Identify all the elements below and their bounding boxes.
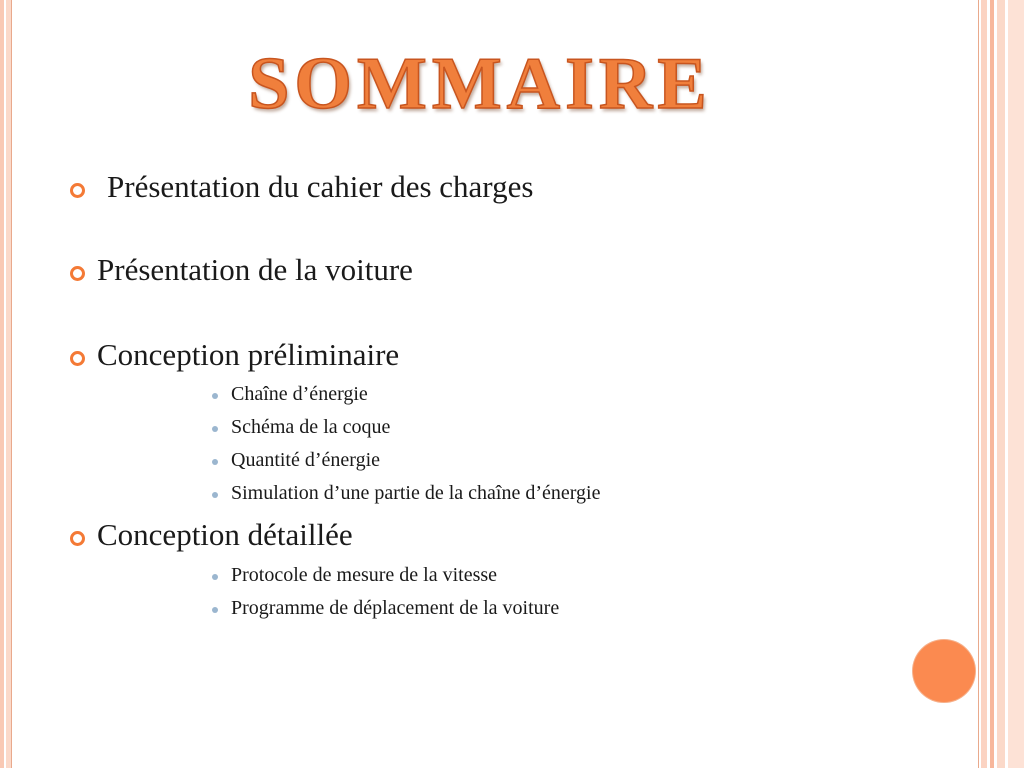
sub-item: Programme de déplacement de la voiture <box>231 597 560 619</box>
sub-item: Simulation d’une partie de la chaîne d’énergie <box>231 482 601 504</box>
sub-bullet-icon <box>212 607 218 613</box>
circle-bullet-icon <box>70 266 85 281</box>
section-item: Conception détaillée <box>97 517 353 552</box>
sub-bullet-icon <box>212 574 218 580</box>
section-item: Présentation du cahier des charges <box>107 169 534 204</box>
section-item: Conception préliminaire <box>97 337 400 372</box>
circle-bullet-icon <box>70 351 85 366</box>
sub-bullet-icon <box>212 492 218 498</box>
right-stripe-decoration <box>990 0 994 768</box>
circle-bullet-icon <box>70 183 85 198</box>
sub-item: Quantité d’énergie <box>231 449 381 471</box>
sub-bullet-icon <box>212 393 218 399</box>
sub-item: Protocole de mesure de la vitesse <box>231 564 498 586</box>
right-stripe-decoration <box>981 0 987 768</box>
right-stripe-decoration <box>997 0 1005 768</box>
sub-item: Schéma de la coque <box>231 416 391 438</box>
slide-title: SOMMAIRE <box>248 43 712 125</box>
sub-bullet-icon <box>212 459 218 465</box>
section-item: Présentation de la voiture <box>97 252 413 287</box>
right-stripe-decoration <box>978 0 979 768</box>
sub-bullet-icon <box>212 426 218 432</box>
right-stripe-decoration <box>1008 0 1024 768</box>
sub-item: Chaîne d’énergie <box>231 383 368 405</box>
decorative-circle <box>913 640 975 702</box>
circle-bullet-icon <box>70 531 85 546</box>
